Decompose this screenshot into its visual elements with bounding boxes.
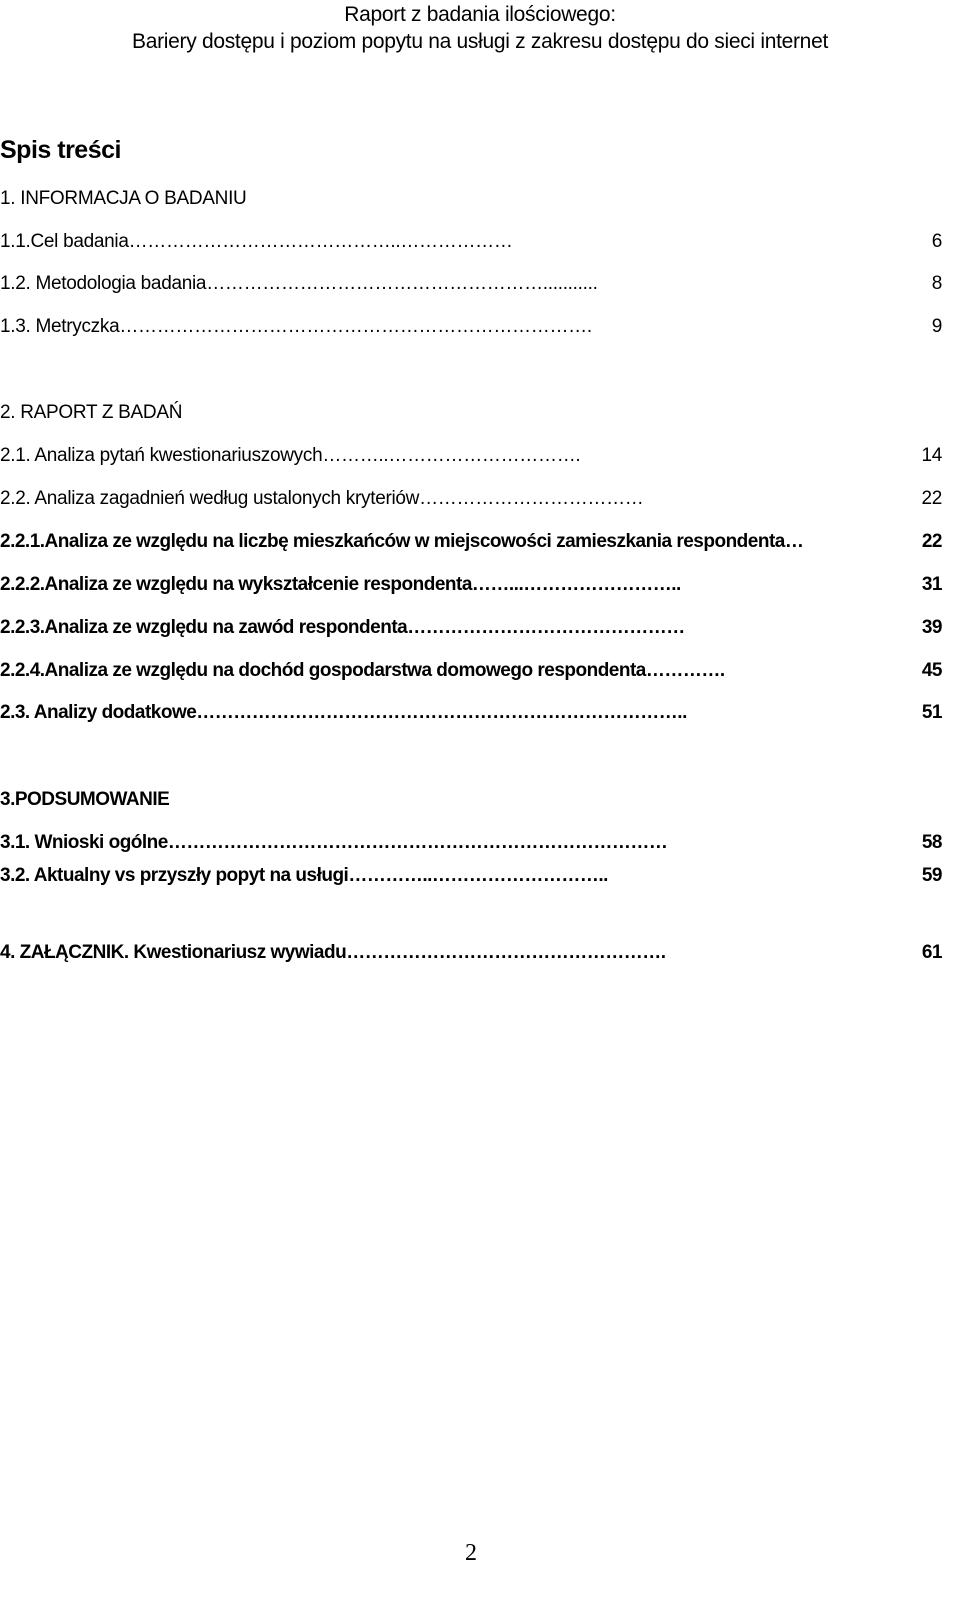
toc-entry-text: 2.3. Analizy dodatkowe…………………………………………………………………….. — [0, 702, 687, 723]
toc-entry-2-2-3[interactable] — [0, 615, 942, 641]
toc-section-3 — [0, 787, 942, 813]
toc-entry-page: 51 — [921, 702, 942, 723]
toc-entry-1-2[interactable] — [0, 271, 942, 297]
toc-entry-page: 61 — [921, 942, 942, 963]
toc-entry-2-3[interactable] — [0, 700, 942, 726]
toc-section-2 — [0, 400, 942, 426]
toc-entry-2-2-2[interactable] — [0, 572, 942, 598]
toc-entry-text: 2.2.1.Analiza ze względu na liczbę mieszkańców w miejscowości zamieszkania respondenta… — [0, 531, 804, 552]
toc-entry-text: 2.1. Analiza pytań kwestionariuszowych………..…………………………. — [0, 445, 581, 466]
toc-entry-page: 8 — [931, 273, 942, 294]
toc-entry-text: 1.2. Metodologia badania………………………………………………........... — [0, 273, 598, 294]
toc-entry-page: 22 — [921, 488, 942, 509]
toc-entry-3-1[interactable] — [0, 830, 942, 856]
header-title: Raport z badania ilościowego: — [344, 3, 616, 26]
toc-entry-text: 2. RAPORT Z BADAŃ — [0, 402, 183, 423]
toc-entry-text: 2.2.4.Analiza ze względu na dochód gospodarstwa domowego respondenta…………. — [0, 660, 725, 681]
toc-entry-3-2[interactable] — [0, 863, 942, 889]
toc-entry-page: 22 — [921, 531, 942, 552]
toc-entry-text: 3.2. Aktualny vs przyszły popyt na usługi…………..……………………….. — [0, 865, 608, 886]
toc-section-4[interactable] — [0, 940, 942, 966]
toc-entry-page: 31 — [921, 574, 942, 595]
toc-entry-2-2[interactable] — [0, 486, 942, 512]
toc-entry-page: 39 — [921, 617, 942, 638]
toc-entry-text: 2.2.2.Analiza ze względu na wykształcenie respondenta……...…………………….. — [0, 574, 681, 595]
toc-entry-page: 9 — [931, 316, 942, 337]
toc-entry-page: 45 — [921, 660, 942, 681]
toc-title: Spis treści — [0, 136, 121, 164]
page-number: 2 — [465, 1540, 477, 1566]
toc-entry-2-2-1[interactable] — [0, 529, 942, 555]
toc-entry-page: 14 — [921, 445, 942, 466]
toc-entry-page: 58 — [921, 832, 942, 853]
header-subtitle: Bariery dostępu i poziom popytu na usługi z zakresu dostępu do sieci internet — [132, 30, 828, 53]
toc-entry-text: 2.2. Analiza zagadnień według ustalonych kryteriów……………………………… — [0, 488, 644, 509]
toc-entry-page: 6 — [931, 231, 942, 252]
toc-entry-text: 1.3. Metryczka…………………………………………………………………. — [0, 316, 592, 337]
toc-section-1 — [0, 186, 942, 212]
toc-entry-text: 4. ZAŁĄCZNIK. Kwestionariusz wywiadu……………………………………………. — [0, 942, 666, 963]
toc-entry-1-3[interactable] — [0, 314, 942, 340]
toc-entry-page: 59 — [921, 865, 942, 886]
toc-entry-text: 3.1. Wnioski ogólne……………………………………………………………………… — [0, 832, 668, 853]
toc-entry-text: 1.1.Cel badania……………………………………..……………… — [0, 231, 513, 252]
toc-entry-1-1[interactable] — [0, 229, 942, 255]
toc-entry-text: 3.PODSUMOWANIE — [0, 789, 170, 810]
toc-entry-text: 2.2.3.Analiza ze względu na zawód respondenta……………………………………… — [0, 617, 685, 638]
toc-entry-2-2-4[interactable] — [0, 658, 942, 684]
toc-entry-2-1[interactable] — [0, 443, 942, 469]
toc-entry-text: 1. INFORMACJA O BADANIU — [0, 188, 247, 209]
